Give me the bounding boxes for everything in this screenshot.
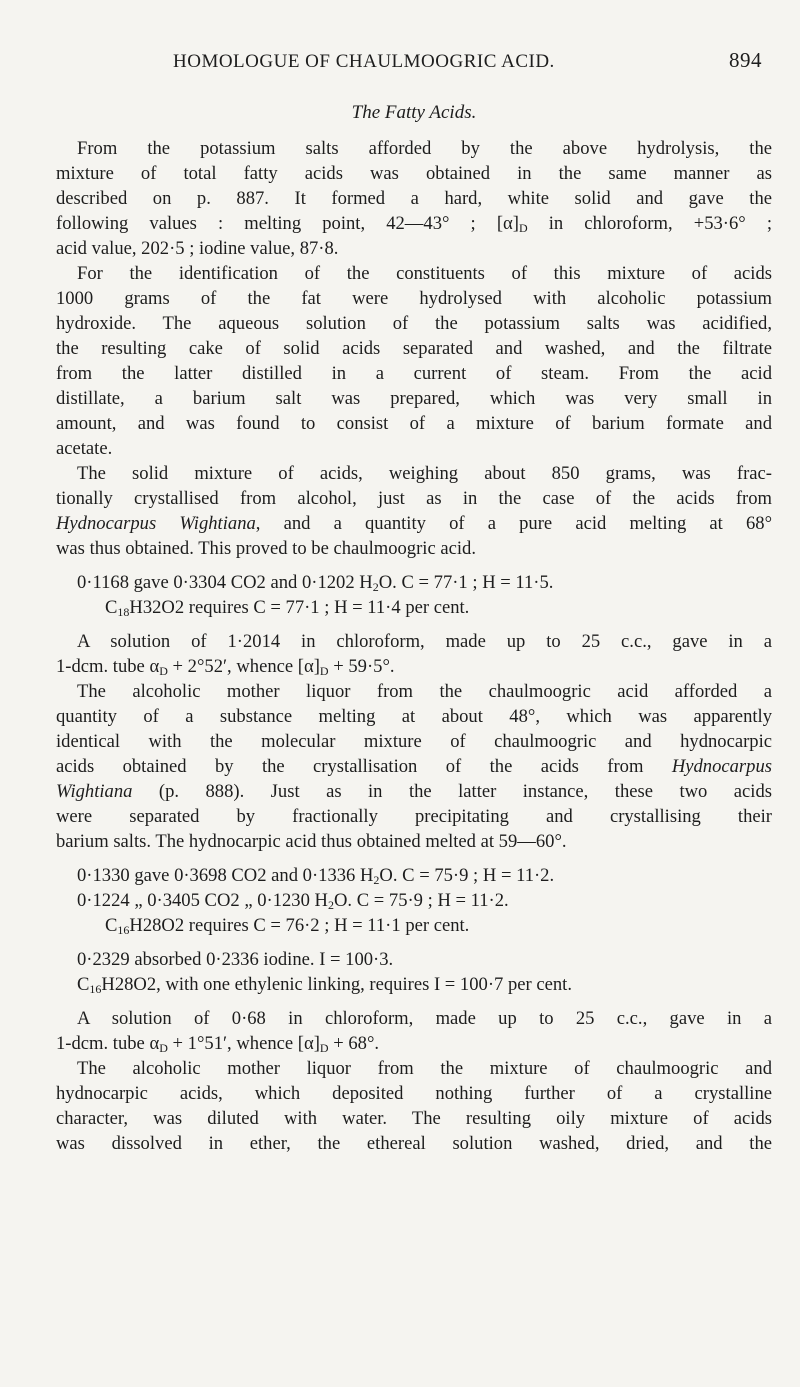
text-fragment: , and a quantity of a pure acid melting at 68° bbox=[255, 513, 772, 534]
running-title: HOMOLOGUE OF CHAULMOOGRIC ACID. bbox=[173, 51, 555, 72]
text-fragment: (p. 888). Just as in the latter instance, these two acids bbox=[132, 781, 772, 802]
text-line: acid value, 202·5 ; iodine value, 87·8. bbox=[56, 238, 339, 259]
paragraph-rotation-chaulmoogric bbox=[56, 629, 772, 679]
formula-line: $C_{18}H32O2$ requires C = 77·1 ; H = 11·4 per cent. bbox=[105, 597, 470, 619]
text-line: was dissolved in ether, the ethereal solution washed, dried, and the bbox=[56, 1133, 772, 1154]
text-fragment: acids obtained by the crystallisation of the acids from bbox=[56, 756, 644, 777]
text-line: The alcoholic mother liquor from the chaulmoogric acid afforded a bbox=[77, 681, 772, 702]
text-line: The alcoholic mother liquor from the mixture of chaulmoogric and bbox=[77, 1058, 772, 1079]
text-line: For the identification of the constituents of this mixture of acids bbox=[77, 263, 772, 284]
paragraph-fatty-acid-values bbox=[56, 136, 772, 261]
page-number: 894 bbox=[729, 48, 762, 72]
formula-line: $C_{16}H28O2$, with one ethylenic linking, requires I = 100·7 per cent. bbox=[77, 974, 572, 996]
formula-line: 0·1330 gave 0·3698 CO2 and 0·1336 $H_2O$. C = 75·9 ; H = 11·2. bbox=[77, 865, 555, 887]
text-line: 1-dcm. tube $\alpha_D + 2^\circ 52'$, whence $[\alpha]_D + 59\cdot 5^\circ$. bbox=[56, 656, 395, 678]
analysis-chaulmoogric bbox=[56, 570, 772, 620]
body-text bbox=[56, 100, 772, 1156]
text-line: A solution of 0·68 in chloroform, made up to 25 c.c., gave in a bbox=[77, 1008, 772, 1029]
text-line: identical with the molecular mixture of chaulmoogric and hydnocarpic bbox=[56, 731, 772, 752]
species-name: Hydnocarpus Wightiana bbox=[56, 513, 256, 534]
species-name: Wightiana bbox=[56, 781, 133, 802]
text-line: 1000 grams of the fat were hydrolysed with alcoholic potassium bbox=[56, 288, 772, 309]
text-line: from the latter distilled in a current of steam. From the acid bbox=[56, 363, 772, 384]
species-name: Hydnocarpus bbox=[671, 756, 772, 777]
text-line: 1-dcm. tube $\alpha_D + 1^\circ 51'$, whence $[\alpha]_D + 68^\circ$. bbox=[56, 1033, 380, 1055]
analysis-hydnocarpic bbox=[56, 863, 772, 938]
formula-line: $C_{16}H28O2$ requires C = 76·2 ; H = 11·1 per cent. bbox=[105, 915, 470, 937]
paragraph-solid-acids bbox=[56, 461, 772, 561]
running-header bbox=[105, 48, 762, 73]
text-line: From the potassium salts afforded by the above hydrolysis, the bbox=[77, 138, 772, 159]
text-line: character, was diluted with water. The resulting oily mixture of acids bbox=[56, 1108, 772, 1129]
text-line: The solid mixture of acids, weighing about 850 grams, was frac- bbox=[77, 463, 772, 484]
text-line bbox=[56, 754, 772, 779]
formula-line: 0·2329 absorbed 0·2336 iodine. I = 100·3. bbox=[77, 949, 394, 970]
text-line: described on p. 887. It formed a hard, white solid and gave the bbox=[56, 188, 772, 209]
analysis-iodine bbox=[56, 947, 772, 997]
text-line: following values : melting point, 42—43° ; $[\alpha]_D$ in chloroform, +53·6° ; bbox=[56, 213, 772, 235]
formula-line: 0·1168 gave 0·3304 CO2 and 0·1202 $H_2O$. C = 77·1 ; H = 11·5. bbox=[77, 572, 554, 594]
paragraph-oily-mixture bbox=[56, 1056, 772, 1156]
text-line: hydroxide. The aqueous solution of the potassium salts was acidified, bbox=[56, 313, 772, 334]
paragraph-rotation-hydnocarpic bbox=[56, 1006, 772, 1056]
text-line: were separated by fractionally precipitating and crystallising their bbox=[56, 806, 772, 827]
text-line: the resulting cake of solid acids separated and washed, and the filtrate bbox=[56, 338, 772, 359]
section-title: The Fatty Acids. bbox=[351, 102, 477, 123]
text-line: mixture of total fatty acids was obtained in the same manner as bbox=[56, 163, 772, 184]
text-line: quantity of a substance melting at about 48°, which was apparently bbox=[56, 706, 772, 727]
text-line: was thus obtained. This proved to be chaulmoogric acid. bbox=[56, 538, 476, 559]
text-line: hydnocarpic acids, which deposited nothing further of a crystalline bbox=[56, 1083, 772, 1104]
text-line: A solution of 1·2014 in chloroform, made up to 25 c.c., gave in a bbox=[77, 631, 772, 652]
text-line: amount, and was found to consist of a mixture of barium formate and bbox=[56, 413, 772, 434]
paragraph-identification bbox=[56, 261, 772, 461]
formula-line: 0·1224 „ 0·3405 CO2 „ 0·1230 $H_2O$. C = 75·9 ; H = 11·2. bbox=[77, 890, 509, 912]
text-line: acetate. bbox=[56, 438, 113, 459]
text-line: distillate, a barium salt was prepared, which was very small in bbox=[56, 388, 772, 409]
text-line: tionally crystallised from alcohol, just as in the case of the acids from bbox=[56, 488, 772, 509]
text-line bbox=[56, 779, 772, 804]
text-line: barium salts. The hydnocarpic acid thus obtained melted at 59—60°. bbox=[56, 831, 567, 852]
paragraph-mother-liquor bbox=[56, 679, 772, 854]
text-line bbox=[56, 511, 772, 536]
